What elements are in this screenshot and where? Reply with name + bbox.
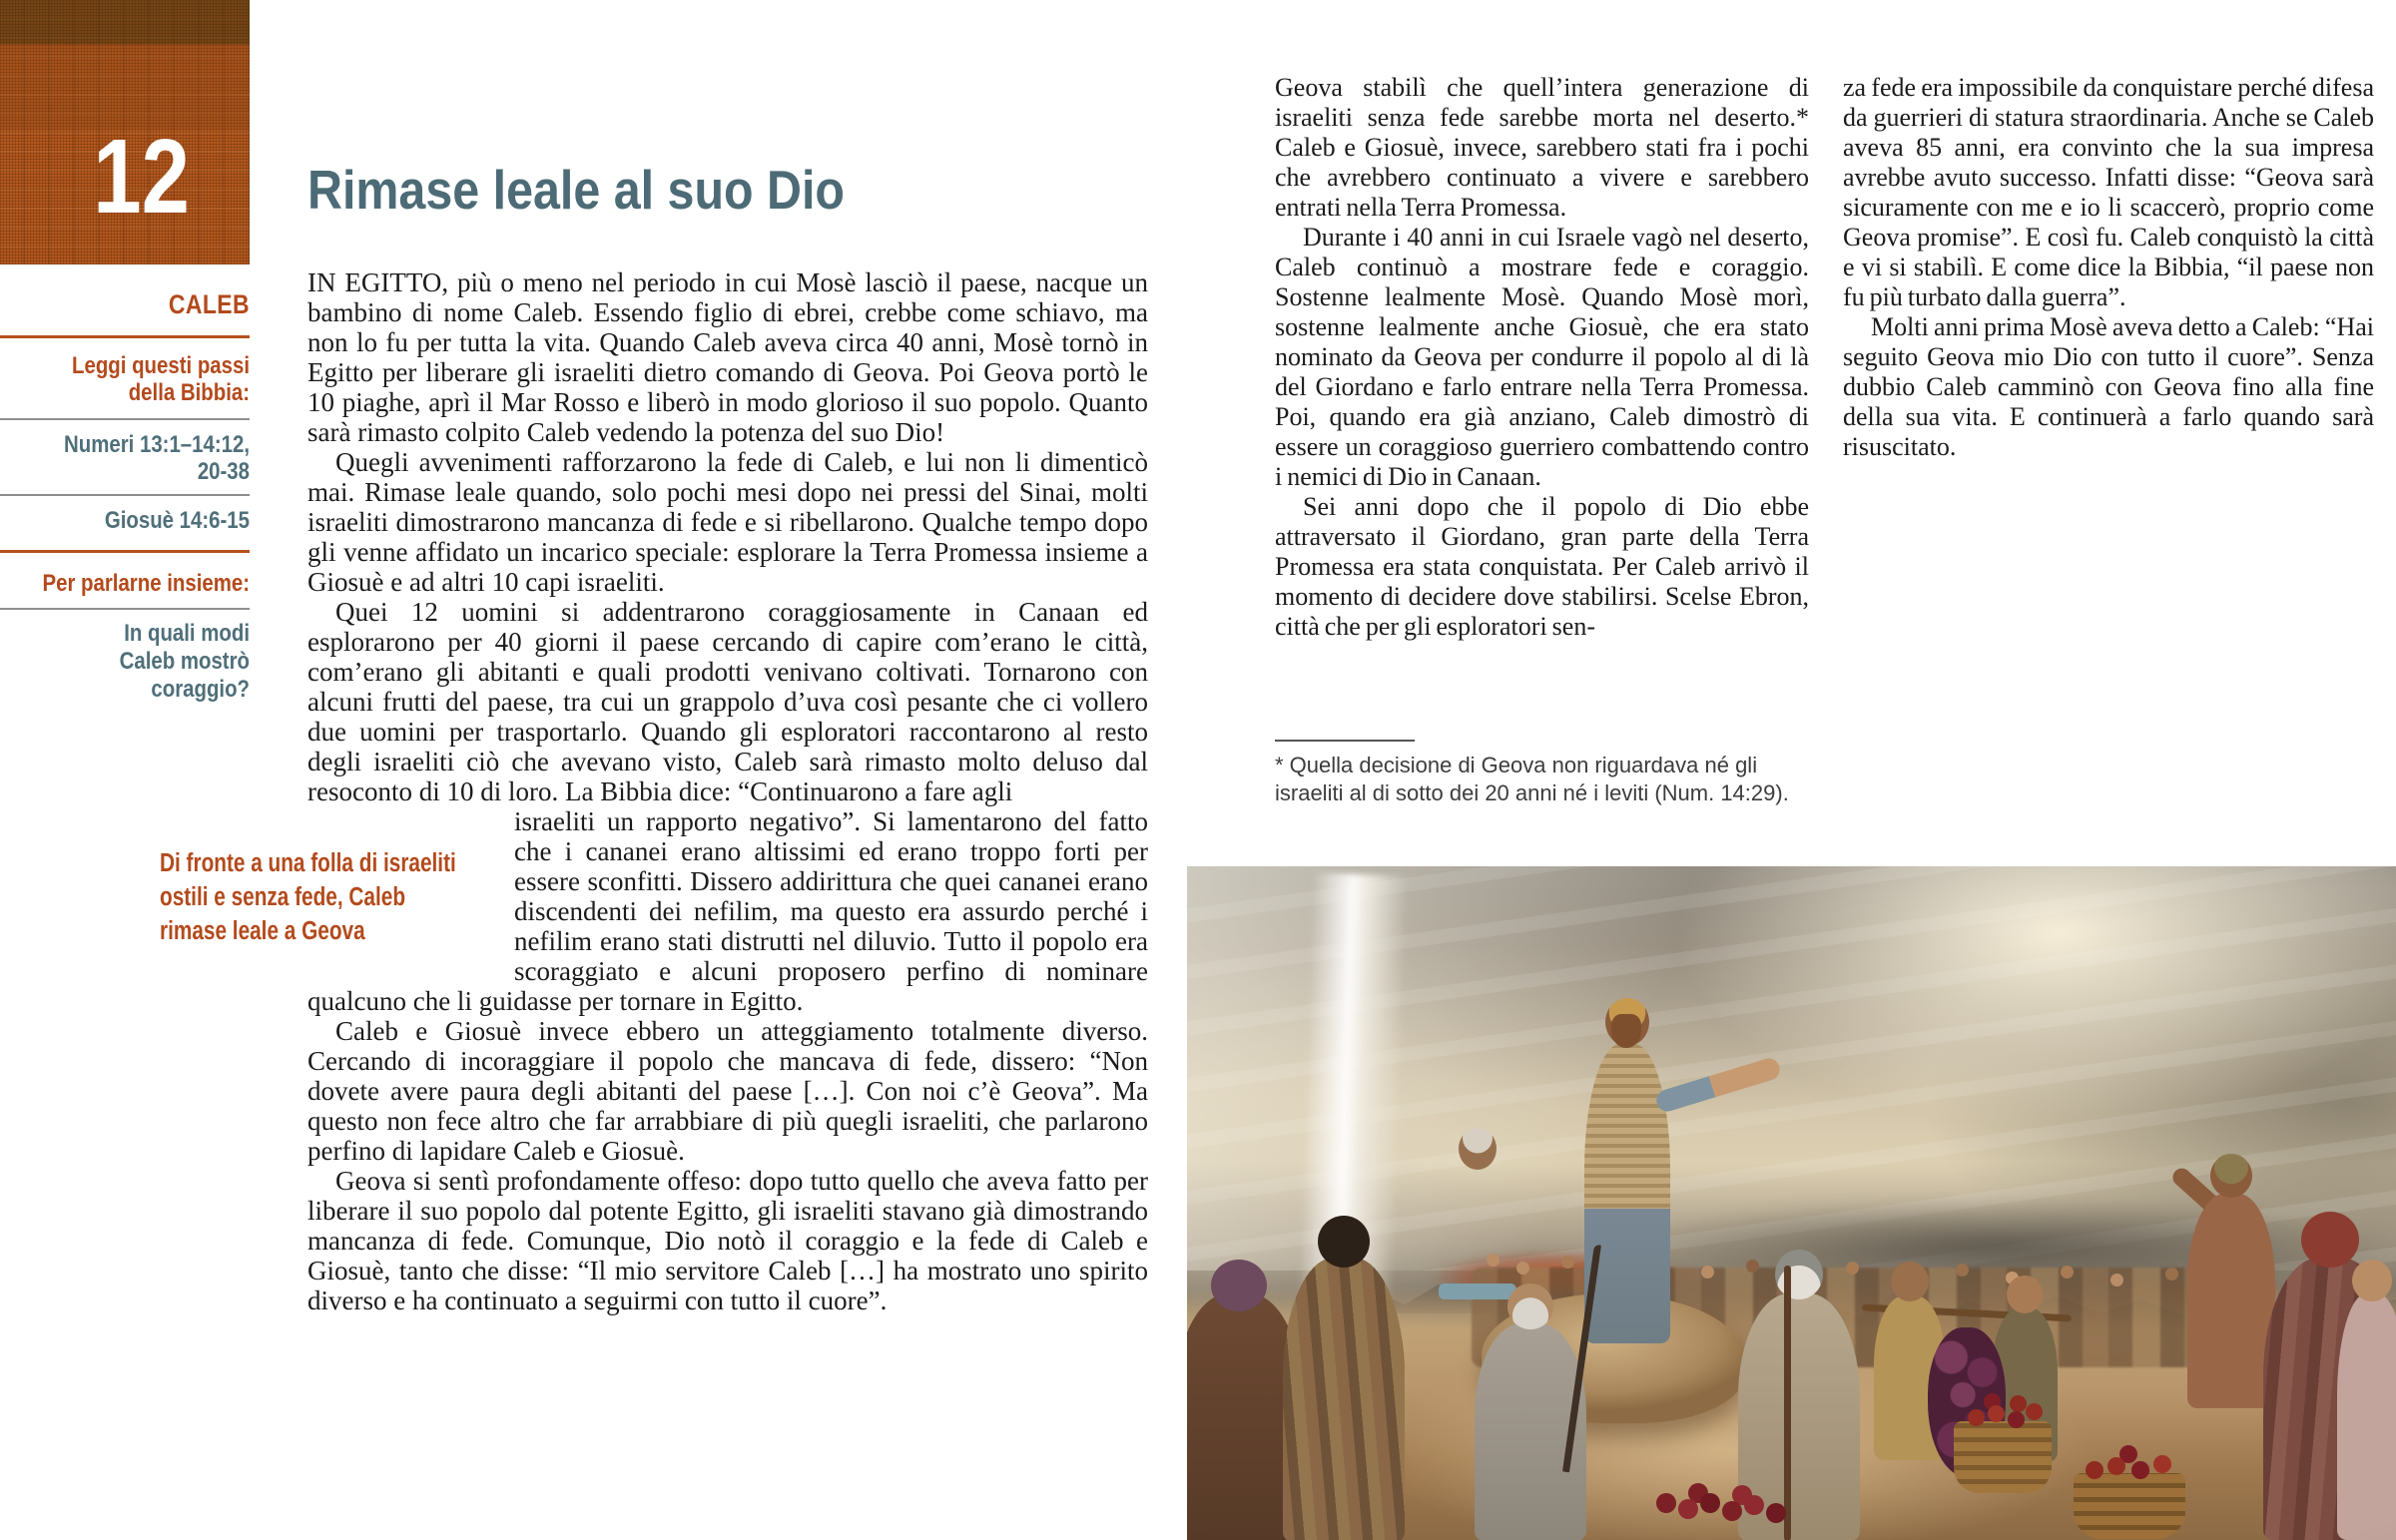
sidebar-discussion-heading: Per parlarne insieme:	[42, 570, 251, 597]
right-page-column-1	[1275, 73, 1809, 734]
pull-quote-text: Di fronte a una folla di israeliti ostili e senza fede, Caleb rimase leale a Geova	[160, 849, 456, 945]
footnote	[1275, 740, 1814, 807]
body-paragraph: Geova si sentì profondamente offeso: dopo tutto quello che aveva fatto per liberare il suo popolo dal potente Egitto, gli israeliti stavano già dimostrando mancanza di fede. Comunque, Dio notò il coraggio e la fede di Caleb e Giosuè, tanto che disse: “Il mio servitore Caleb […] ha mostrato uno spirito diverso e ha continuato a seguirmi con tutto il cuore”.	[307, 1166, 1148, 1315]
sidebar	[0, 291, 250, 704]
sidebar-reading-reference: Numeri 13:1–14:12, 20-38	[64, 431, 250, 485]
body-paragraph: Quegli avvenimenti rafforzarono la fede di Caleb, e lui non li dimenticò mai. Rimase leale quando, solo pochi mesi dopo nei pressi del Sinai, molti israeliti dimostrarono mancanza di fede e si ribellarono. Qualche tempo dopo gli venne affidato un incarico speciale: esplorare la Terra Promessa insieme a Giosuè e ad altri 10 capi israeliti.	[307, 447, 1148, 597]
body-paragraph: Sei anni dopo che il popolo di Dio ebbe attraversato il Giordano, gran parte della Terra Promessa era stata conquistata. Per Caleb arrivò il momento di decidere dove stabilirsi. Scelse Ebron, città che per gli esploratori sen-	[1275, 492, 1809, 641]
sidebar-discussion-question: In quali modi Caleb mostrò coraggio?	[119, 620, 250, 703]
divider-gray	[0, 494, 250, 496]
body-paragraph-continuation: israeliti un rapporto negativo”. Si lamentarono del fatto che i cananei erano altissimi ed erano troppo forti per essere sconfitti. Dissero addirittura che quei cananei erano discendenti dei nefilim, ma questo era assurdo perché i nefilim erano stati distrutti nel diluvio. Tutto il popolo era scoraggiato e alcuni proposero perfino di nominare qualcuno che li guidasse per tornare in Egitto.	[307, 806, 1148, 1016]
body-paragraph: za fede era impossibile da conquistare perché difesa da guerrieri di statura straordinaria. Anche se Caleb aveva 85 anni, era convinto che la sua impresa avrebbe avuto successo. Infatti disse: “Geova sarà sicuramente con me e io li scaccerò, proprio come Geova promise”. E così fu. Caleb conquistò la città e vi si stabilì. E come dice la Bibbia, “il paese non fu più turbato dalla guerra”.	[1843, 73, 2374, 311]
footnote-divider	[1275, 740, 1415, 742]
body-paragraph: IN EGITTO, più o meno nel periodo in cui Mosè lasciò il paese, nacque un bambino di nome Caleb. Essendo figlio di ebrei, crebbe come schiavo, ma non lo fu per tutta la vita. Quando Caleb aveva circa 40 anni, Mosè tornò in Egitto per liberare gli israeliti dietro comando di Geova. Poi Geova portò le 10 piaghe, aprì il Mar Rosso e liberò in modo glorioso il suo popolo. Quanto sarà rimasto colpito Caleb vedendo la potenza del suo Dio!	[307, 267, 1148, 447]
body-paragraph: Geova stabilì che quell’intera generazione di israeliti senza fede sarebbe morta nel deserto.* Caleb e Giosuè, invece, sarebbero stati fra i pochi che avrebbero continuato a vivere e sarebbero entrati nella Terra Promessa.	[1275, 73, 1809, 222]
chapter-number-block	[0, 0, 250, 264]
divider-gray	[0, 418, 250, 420]
illustration-vignette	[1187, 866, 2396, 1540]
sidebar-subject-name: CALEB	[168, 289, 250, 319]
illustration-caleb-before-crowd	[1187, 866, 2396, 1540]
body-paragraph: Molti anni prima Mosè aveva detto a Caleb: “Hai seguito Geova mio Dio con tutto il cuore”. Senza dubbio Caleb camminò con Geova fino alla fine della sua vita. E continuerà a farlo quando sarà risuscitato.	[1843, 312, 2374, 461]
pull-quote	[160, 806, 462, 984]
body-paragraph: Quei 12 uomini si addentrarono coraggiosamente in Canaan ed esplorarono per 40 giorni il paese cercando di capire com’erano le città, com’erano gli abitanti e quali prodotti venivano coltivati. Tornarono con alcuni frutti del paese, tra cui un grappolo d’uva così pesante che ci vollero due uomini per trasportarlo. Quando gli esploratori raccontarono al resto degli israeliti ciò che avevano visto, Caleb sarà rimasto molto deluso dal resoconto di 10 di loro. La Bibbia dice: “Continuarono a fare agli	[307, 597, 1148, 806]
divider-gray	[0, 608, 250, 610]
sidebar-reading-reference: Giosuè 14:6-15	[104, 507, 250, 534]
page-title: Rimase leale al suo Dio	[307, 159, 846, 221]
body-paragraph: Caleb e Giosuè invece ebbero un atteggiamento totalmente diverso. Cercando di incoraggiare il popolo che mancava di fede, dissero: “Non dovete avere paura degli abitanti del paese […]. Con noi c’è Geova”. Ma questo non fece altro che far arrabbiare di più quegli israeliti, che parlarono perfino di lapidare Caleb e Giosuè.	[307, 1016, 1148, 1166]
chapter-number: 12	[93, 118, 190, 236]
divider-orange	[0, 335, 250, 338]
footnote-text: * Quella decisione di Geova non riguardava né gli israeliti al di sotto dei 20 anni né i leviti (Num. 14:29).	[1275, 753, 1789, 805]
body-paragraph-with-pull-quote	[160, 806, 1148, 1016]
sidebar-reading-heading: Leggi questi passi della Bibbia:	[72, 352, 250, 406]
right-page-column-2	[1843, 73, 2374, 734]
divider-orange	[0, 550, 250, 553]
body-paragraph: Durante i 40 anni in cui Israele vagò nel deserto, Caleb continuò a mostrare fede e coraggio. Sostenne lealmente Mosè. Quando Mosè morì, sostenne lealmente anche Giosuè, che era stato nominato da Geova per condurre il popolo al di là del Giordano e farlo entrare nella Terra Promessa. Poi, quando era già anziano, Caleb dimostrò di essere un coraggioso guerriero combattendo contro i nemici di Dio in Canaan.	[1275, 223, 1809, 491]
